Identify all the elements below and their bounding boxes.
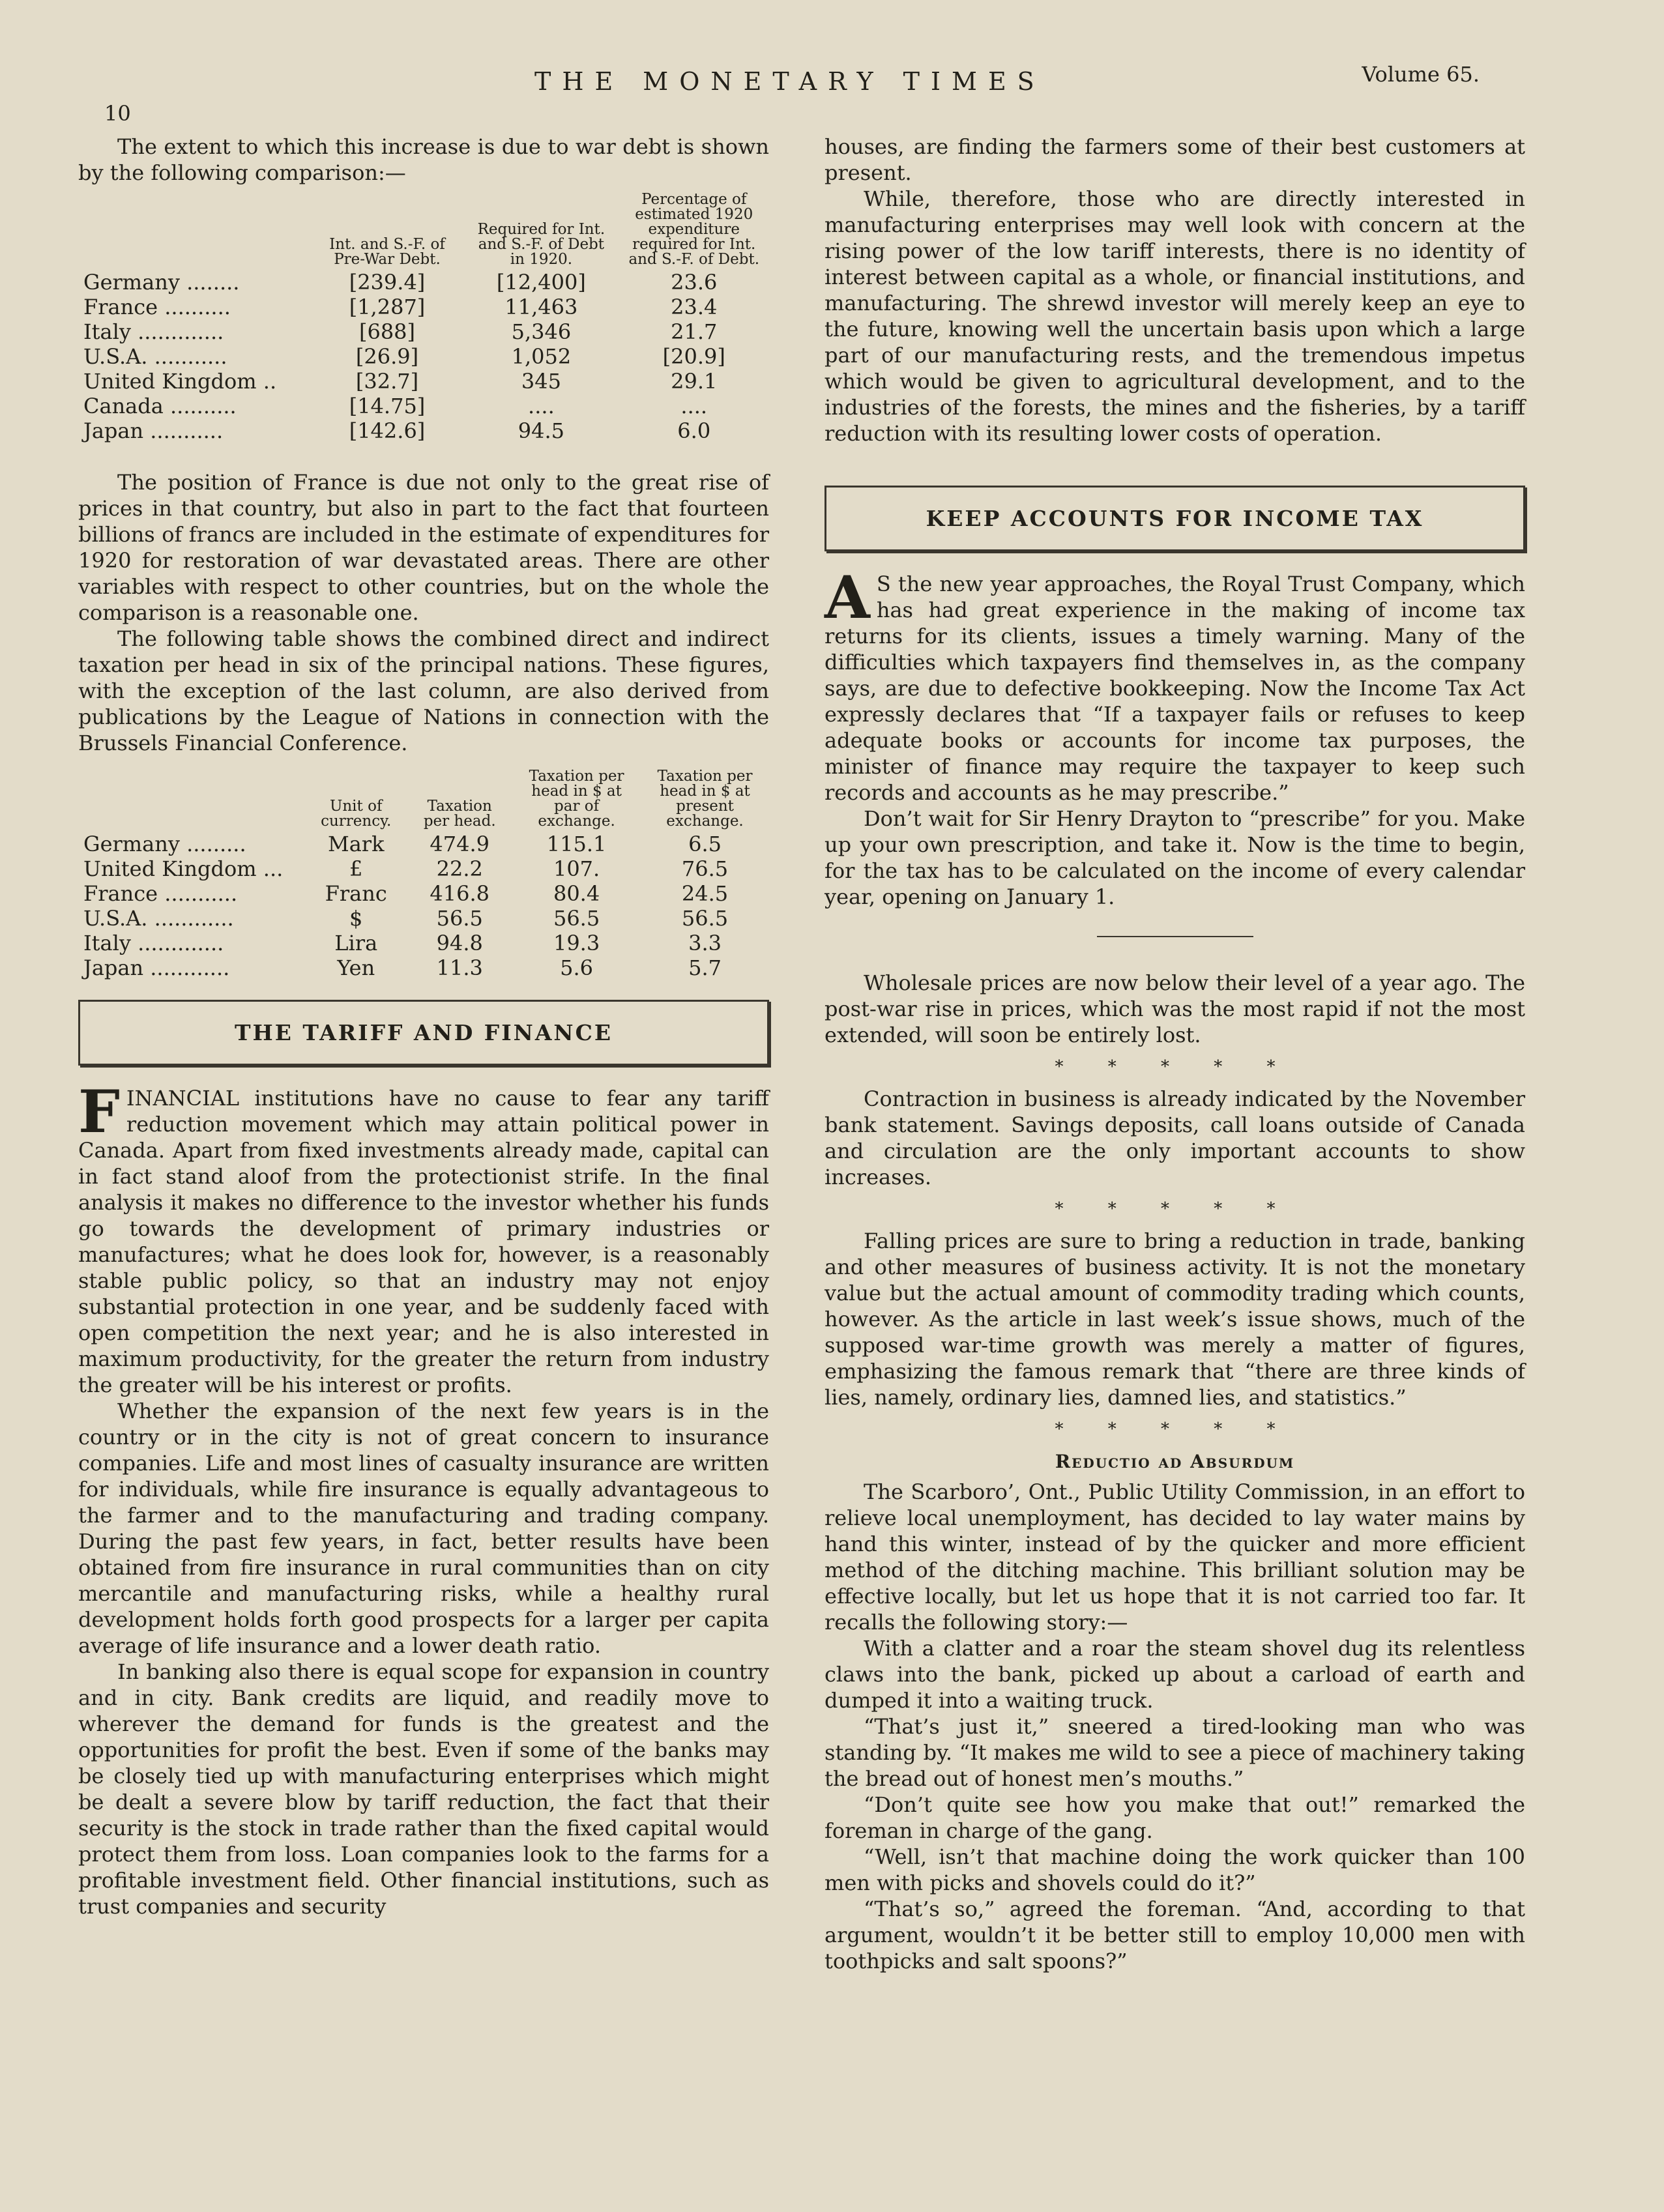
table-cell: $ [349,906,363,931]
table-row [78,295,769,319]
table-header [78,769,305,832]
story-paragraph-3: “That’s just it,” sneered a tired-looking man who was standing by. “It makes me wild to see a piece of machinery taking the bread out of honest men’s mouths.” [825,1714,1525,1791]
table-cell: U.S.A. ............ [83,906,234,931]
table-header [78,192,311,270]
table-cell: Japan ............ [83,955,230,980]
table-row [78,832,769,856]
story-paragraph-2: With a clatter and a roar the steam shovel dug its relentless claws into the bank, picked up about a carload of earth and dumped it into a waiting truck. [825,1636,1525,1713]
contraction-note: Contraction in business is already indicated by the November bank statement. Savings deposits, call loans outside of Canada and circulation are the only important accounts to show increases. [825,1086,1525,1189]
france-paragraph: The position of France is due not only to the great rise of prices in that country, but also in part to the fact that fourteen billions of francs are included in the estimate of expenditures for 1920 for restoration of war devastated areas. There are other variables with respect to other countries, but on the whole the comparison is a reasonable one. [78,470,769,625]
table-cell: 23.6 [671,270,718,295]
section-title-tariff: THE TARIFF AND FINANCE [78,1000,769,1066]
table-cell: 29.1 [671,369,718,394]
income-tax-paragraph-2: Don’t wait for Sir Henry Drayton to “prescribe” for you. Make up your own prescription, and take it. Now is the time to begin, for the tax has to be calculated on the income of every calendar year, opening on January 1. [825,806,1525,909]
table-cell: 474.9 [430,832,490,856]
table-row [78,955,769,980]
table-cell: [688] [358,319,416,344]
table-cell: 345 [521,369,561,394]
table-cell: 76.5 [681,856,729,881]
table-cell: 416.8 [430,881,490,906]
table-cell: .... [680,394,708,418]
table-cell: .... [528,394,555,418]
table-row [78,319,769,344]
table-cell: Italy ............. [83,931,224,955]
table-cell: United Kingdom ... [83,856,284,881]
table-cell: 56.5 [553,906,600,931]
star-separator: * * * * * [1055,1199,1295,1219]
page-number: 10 [104,101,131,126]
table-cell: 5,346 [511,319,572,344]
table-cell: 56.5 [436,906,483,931]
drop-cap: A [825,563,870,632]
right-column [825,134,1525,1974]
table-header: Taxation per head. [423,798,496,830]
table-cell: [20.9] [662,344,725,369]
table-cell: Lira [334,931,378,955]
table-cell: Italy ............. [83,319,224,344]
table-cell: 6.0 [677,418,711,443]
table-cell: [32.7] [355,369,419,394]
volume-label: Volume 65. [1362,62,1480,87]
table-cell: Mark [327,832,385,856]
table-cell: [142.6] [349,418,426,443]
table-cell: 80.4 [553,881,600,906]
table-cell: 11.3 [436,955,483,980]
left-column [78,134,769,1919]
table-cell: U.S.A. ........... [83,344,227,369]
table-row [78,344,769,369]
tariff-paragraph-2: Whether the expansion of the next few years is in the country or in the city is not of great concern to insurance companies. Life and most lines of casualty insurance are written for individuals, while fire insurance is equally advantageous to the farmer and to the manufacturing and trading company. During the past few years, in fact, better results have been obtained from fire insurance in rural communities than on city mercantile and manufacturing risks, while a healthy rural development holds forth good prospects for a larger per capita average of life insurance and a lower death ratio. [78,1399,769,1658]
table-row [78,931,769,955]
table-cell: 1,052 [511,344,572,369]
table-row [78,394,769,418]
table-cell: 23.4 [671,295,718,319]
table-row [78,418,769,443]
story-paragraph-6: “That’s so,” agreed the foreman. “And, according to that argument, wouldn’t it be better still to employ 10,000 men with toothpicks and salt spoons?” [825,1897,1525,1973]
table-cell: 56.5 [681,906,729,931]
table-cell: [12,400] [496,270,586,295]
table-cell: 21.7 [671,319,718,344]
table-cell: United Kingdom .. [83,369,277,394]
table-cell: [14.75] [349,394,426,418]
table-cell: 6.5 [688,832,722,856]
table-header: Percentage of estimated 1920 expenditure required for Int. and S.-F. of Debt. [628,191,760,268]
table-cell: 107. [553,856,600,881]
table-header: Taxation per head in $ at par of exchange. [529,768,624,830]
table-row [78,270,769,295]
continued-paragraph: houses, are finding the farmers some of their best customers at present. [825,134,1525,185]
intro-paragraph: The extent to which this increase is due to war debt is shown by the following comparison:— [78,134,769,185]
table-cell: Germany ......... [83,832,246,856]
story-paragraph-5: “Well, isn’t that machine doing the work quicker than 100 men with picks and shovels could do it?” [825,1844,1525,1895]
investor-paragraph: While, therefore, those who are directly interested in manufacturing enterprises may well look with concern at the rising power of the low tariff interests, there is no identity of interest between capital as a whole, or financial institutions, and manufacturing. The shrewd investor will merely keep an eye to the future, knowing well the uncertain basis upon which a large part of our manufacturing rests, and the tremendous impetus which would be given to agricultural development, and to the industries of the forests, the mines and the fisheries, by a tariff reduction with its resulting lower costs of operation. [825,186,1525,446]
table-cell: [26.9] [355,344,419,369]
table-cell: 5.7 [688,955,722,980]
running-title: THE MONETARY TIMES [534,67,1045,96]
story-paragraph-1: The Scarboro’, Ont., Public Utility Commission, in an effort to relieve local unemployment, has decided to lay water mains by hand this winter, instead of by the quicker and more efficient method of the ditching machine. This brilliant solution may be effective locally, but let us hope that it is not carried too far. It recalls the following story:— [825,1479,1525,1635]
tariff-paragraph-3: In banking also there is equal scope for expansion in country and in city. Bank credits are liquid, and readily move to wherever the demand for funds is the greatest and the opportunities for profit the best. Even if some of the banks may be closely tied up with manufacturing enterprises which might be dealt a severe blow by tariff reduction, the fact that their security is the stock in trade rather than the fixed capital would protect them from loss. Loan companies look to the farms for a profitable investment field. Other financial institutions, such as trust companies and security [78,1659,769,1919]
star-separator: * * * * * [1055,1419,1295,1439]
table-row [78,881,769,906]
table-cell: £ [349,856,363,881]
page-header [104,62,1493,127]
table-cell: Japan ........... [83,418,224,443]
section-divider [1097,936,1253,937]
income-tax-paragraph-1 [825,563,1525,806]
table-cell: 24.5 [681,881,729,906]
table-cell: 3.3 [688,931,722,955]
wholesale-prices-note: Wholesale prices are now below their level of a year ago. The post-war rise in prices, which was the most rapid if not the most extended, will soon be entirely lost. [825,970,1525,1047]
table-cell: Canada .......... [83,394,237,418]
table-cell: [239.4] [349,270,426,295]
table-cell: 19.3 [553,931,600,955]
table-cell: 94.8 [436,931,483,955]
tariff-paragraph-1 [78,1077,769,1398]
table-cell: Franc [325,881,387,906]
taxation-table [78,769,769,980]
table-row [78,369,769,394]
table-cell: 115.1 [546,832,607,856]
war-debt-table [78,192,769,443]
table-cell: 11,463 [504,295,578,319]
table-cell: 94.5 [518,418,565,443]
table-cell: 5.6 [560,955,594,980]
table-cell: France .......... [83,295,231,319]
taxation-intro-paragraph: The following table shows the combined direct and indirect taxation per head in six of the principal nations. These figures, with the exception of the last column, are also derived from publications by the League of Nations in connection with the Brussels Financial Conference. [78,626,769,755]
table-header: Int. and S.-F. of Pre-War Debt. [329,236,445,268]
tariff-paragraph-1-text: INANCIAL institutions have no cause to fear any tariff reduction movement which may attain political power in Canada. Apart from fixed investments already made, capital can in fact stand aloof from the protectionist strife. In the final analysis it makes no difference to the investor whether his funds go towards the development of primary industries or manufactures; what he does look for, however, is a reasonably stable public policy, so that an industry may not enjoy substantial protection in one year, and be suddenly faced with open competition the next year; and he is also interested in maximum productivity, for the greater the return from industry the greater will be his interest or profits. [78,1086,769,1397]
drop-cap: F [78,1077,120,1146]
table-cell: 22.2 [436,856,483,881]
table-cell: [1,287] [349,295,426,319]
story-paragraph-4: “Don’t quite see how you make that out!” remarked the foreman in charge of the gang. [825,1792,1525,1843]
table-header: Unit of currency. [321,798,392,830]
table-cell: Germany ........ [83,270,240,295]
table-cell: Yen [337,955,375,980]
income-tax-paragraph-1-text: S the new year approaches, the Royal Trust Company, which has had great experience in the making of income tax returns for its clients, issues a timely warning. Many of the difficulties which taxpayers find themselves in, as the company says, are due to defective bookkeeping. Now the Income Tax Act expressly declares that “If a taxpayer fails or refuses to keep adequate books or accounts for income tax purposes, the minister of finance may require the taxpayer to keep such records and accounts as he may prescribe.” [825,572,1525,805]
table-row [78,906,769,931]
table-cell: France ........... [83,881,238,906]
star-separator: * * * * * [1055,1057,1295,1077]
subheading-reductio: Reductio ad Absurdum [1055,1451,1295,1472]
table-header: Required for Int. and S.-F. of Debt in 1920. [477,221,606,268]
table-header: Taxation per head in $ at present exchange. [657,768,753,830]
table-row [78,856,769,881]
section-title-income-tax: KEEP ACCOUNTS FOR INCOME TAX [825,486,1525,551]
falling-prices-note: Falling prices are sure to bring a reduction in trade, banking and other measures of business activity. It is not the monetary value but the actual amount of commodity trading which counts, however. As the article in last week’s issue shows, much of the supposed war-time growth was merely a matter of figures, emphasizing the famous remark that “there are three kinds of lies, namely, ordinary lies, damned lies, and statistics.” [825,1229,1525,1410]
